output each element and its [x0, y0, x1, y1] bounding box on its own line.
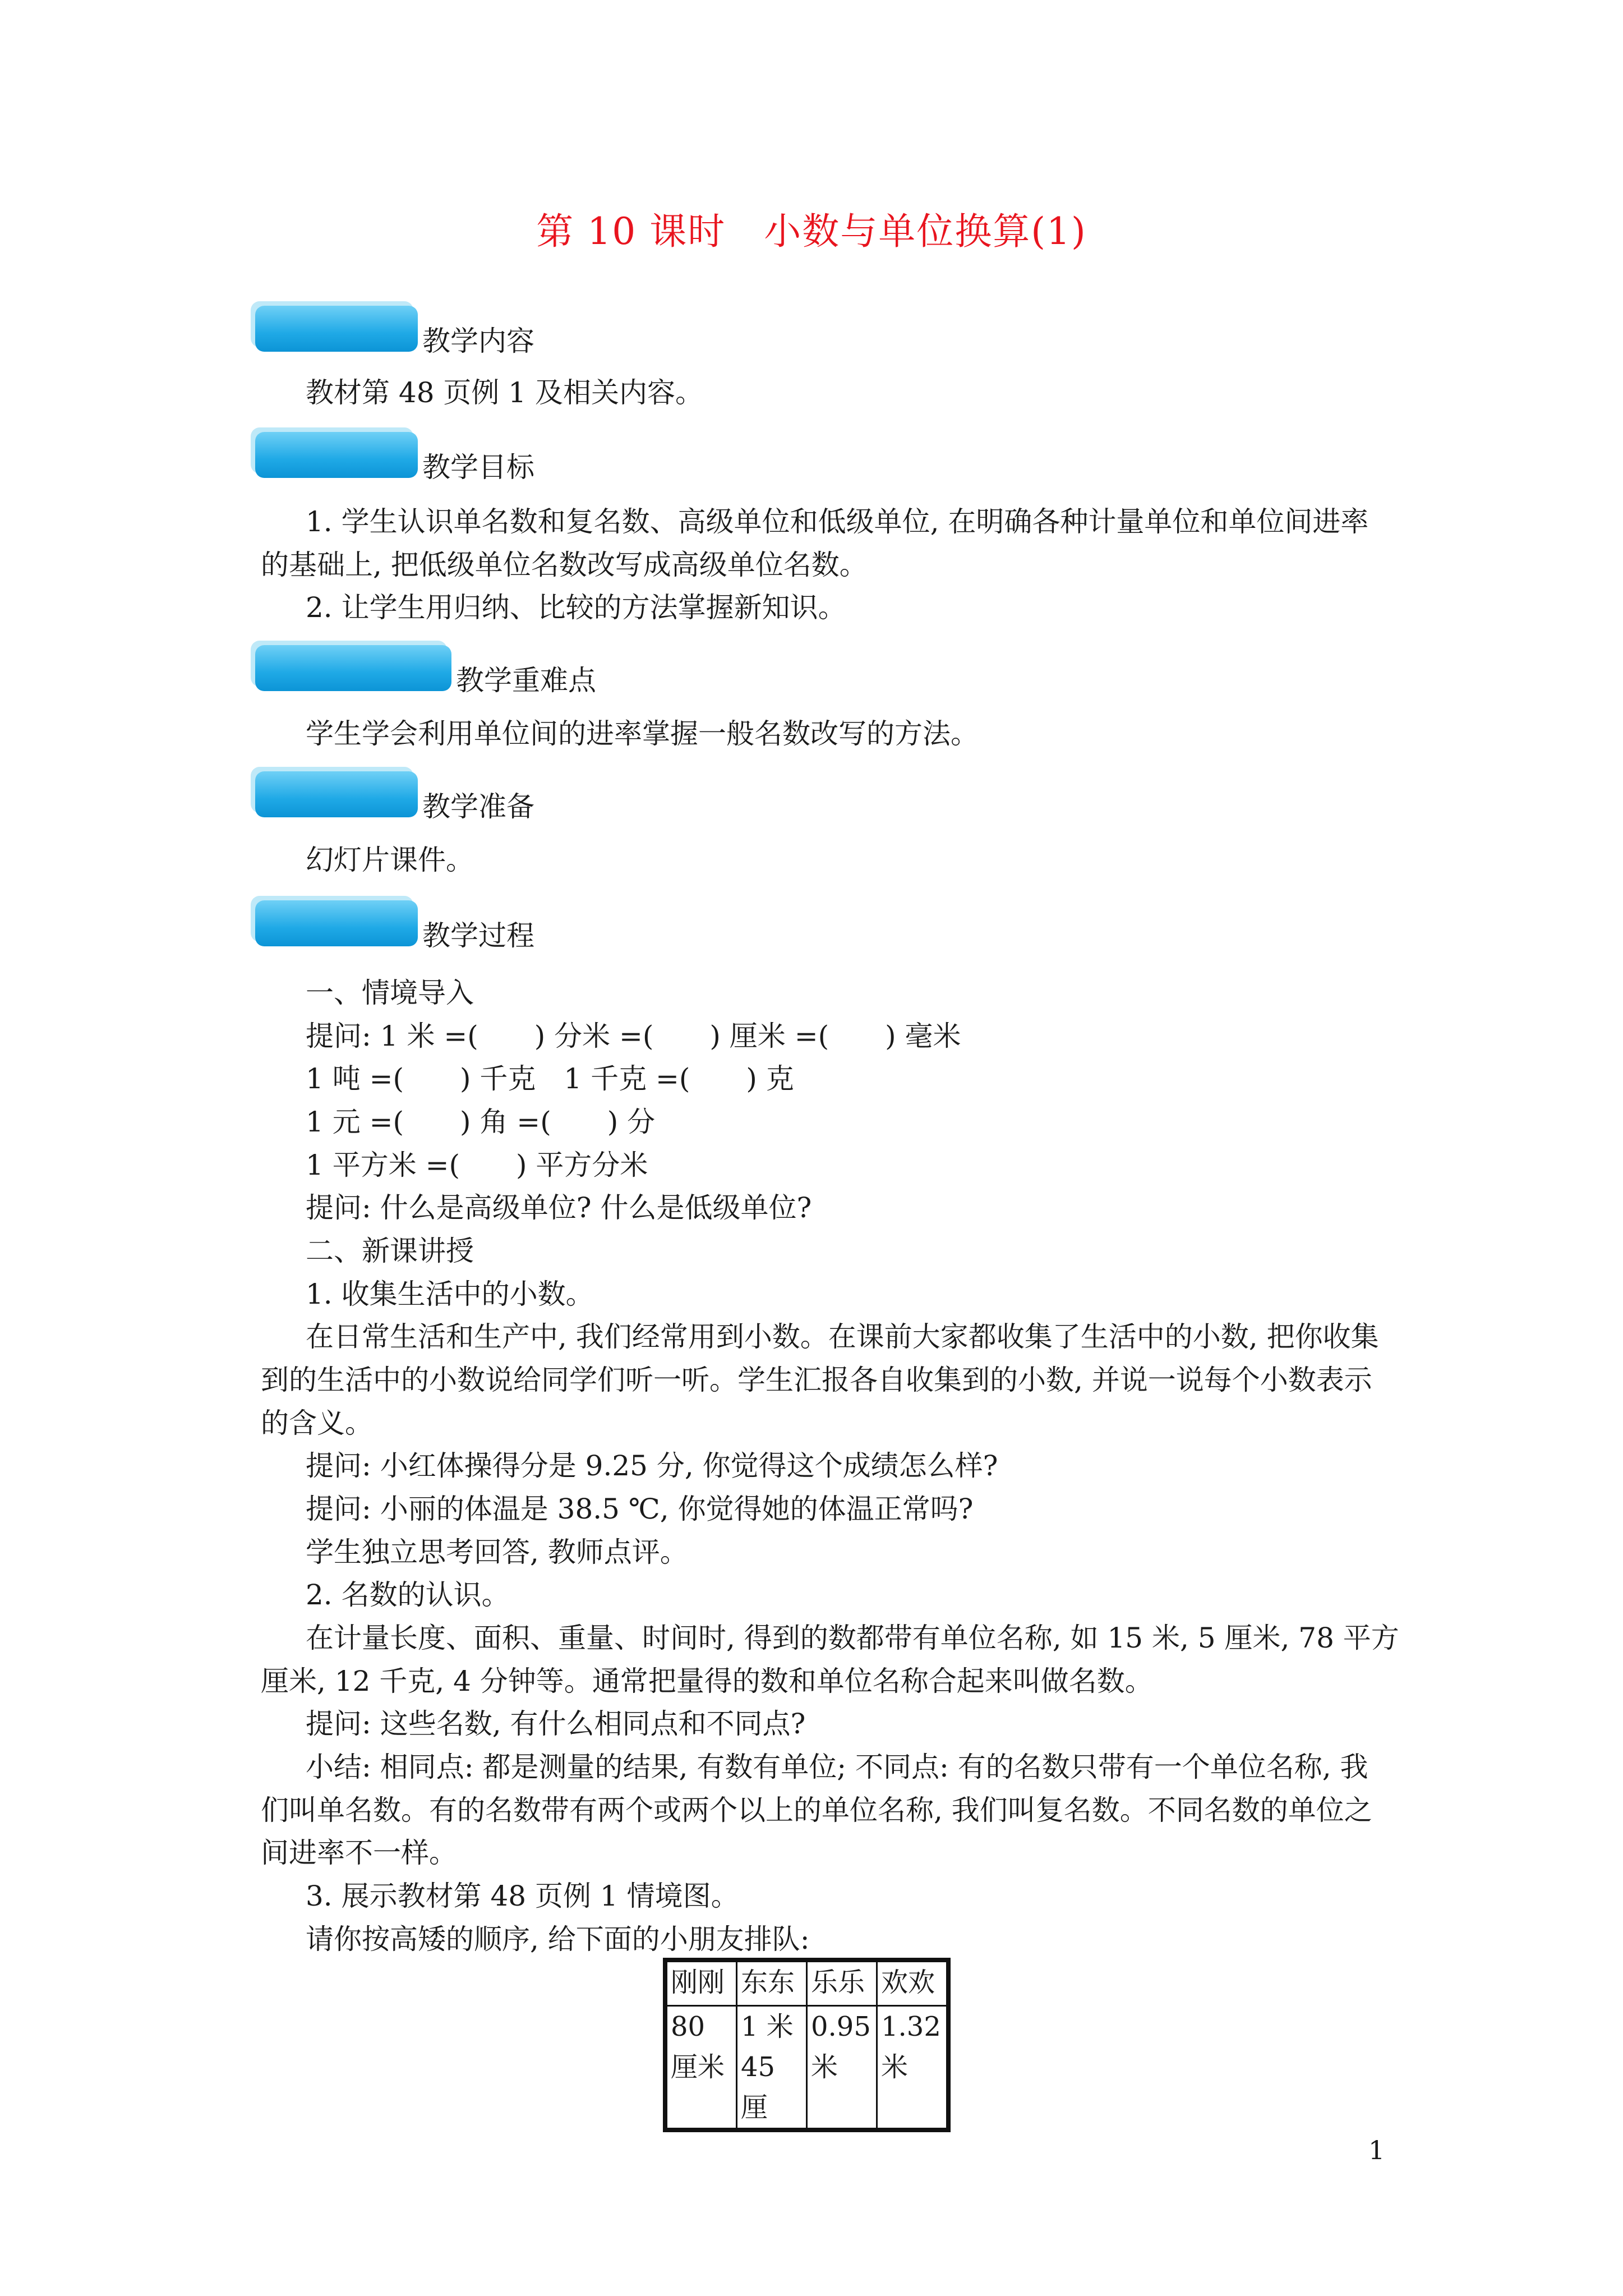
process-line: 在计量长度、面积、重量、时间时, 得到的数都带有单位名称, 如 15 米, 5 厘米, 78 平方 — [306, 1622, 1399, 1654]
section-label: 教学目标 — [422, 451, 534, 484]
process-line: 学生独立思考回答, 教师点评。 — [306, 1536, 688, 1568]
table-cell — [807, 2006, 877, 2131]
cell-line: 米 — [811, 2051, 838, 2083]
section-badge — [255, 771, 418, 817]
process-line: 2. 名数的认识。 — [306, 1579, 510, 1611]
table-header-cell: 东东 — [737, 1960, 807, 2006]
section-header-content — [255, 306, 760, 362]
section-badge — [255, 900, 418, 946]
process-line: 1 元 =( ) 角 =( ) 分 — [306, 1106, 656, 1138]
process-line: 一、情境导入 — [306, 977, 474, 1009]
section-header-prep — [255, 771, 760, 827]
height-ranking-table — [663, 1958, 951, 2132]
table-cell — [665, 2006, 737, 2131]
process-line: 间进率不一样。 — [261, 1837, 457, 1869]
cell-line: 厘米 — [671, 2051, 725, 2083]
page-title: 第 10 课时 小数与单位换算(1) — [536, 210, 1087, 253]
difficulty-text: 学生学会利用单位间的进率掌握一般名数改写的方法。 — [306, 717, 979, 750]
section-badge — [255, 306, 418, 352]
cell-line: 0.95 — [811, 2011, 871, 2042]
process-line: 提问: 小丽的体温是 38.5 ℃, 你觉得她的体温正常吗? — [306, 1493, 974, 1525]
goal-item-1-cont: 的基础上, 把低级单位名数改写成高级单位名数。 — [261, 549, 868, 581]
section-header-goals — [255, 432, 760, 488]
section-header-difficulty — [255, 645, 760, 701]
table-cell — [737, 2006, 807, 2131]
goal-item-1: 1. 学生认识单名数和复名数、高级单位和低级单位, 在明确各种计量单位和单位间进率 — [306, 505, 1369, 538]
process-line: 提问: 什么是高级单位? 什么是低级单位? — [306, 1191, 812, 1224]
cell-line: 米 — [881, 2051, 909, 2083]
table-header-cell: 欢欢 — [877, 1960, 949, 2006]
process-line: 提问: 小红体操得分是 9.25 分, 你觉得这个成绩怎么样? — [306, 1450, 998, 1482]
table-header-cell: 乐乐 — [807, 1960, 877, 2006]
cell-line: 80 — [671, 2011, 706, 2042]
process-line: 到的生活中的小数说给同学们听一听。学生汇报各自收集到的小数, 并说一说每个小数表示 — [261, 1364, 1372, 1396]
cell-line: 45 厘 — [741, 2051, 776, 2123]
process-line: 请你按高矮的顺序, 给下面的小朋友排队: — [306, 1923, 810, 1955]
section-label: 教学重难点 — [456, 664, 596, 697]
process-line: 小结: 相同点: 都是测量的结果, 有数有单位; 不同点: 有的名数只带有一个单位名称, 我 — [306, 1751, 1368, 1783]
section-label: 教学内容 — [422, 325, 534, 357]
page-number: 1 — [1368, 2135, 1385, 2165]
process-line: 提问: 这些名数, 有什么相同点和不同点? — [306, 1708, 806, 1740]
process-line: 厘米, 12 千克, 4 分钟等。通常把量得的数和单位名称合起来叫做名数。 — [261, 1665, 1153, 1697]
table-header-cell: 刚刚 — [665, 1960, 737, 2006]
process-line: 们叫单名数。有的名数带有两个或两个以上的单位名称, 我们叫复名数。不同名数的单位之 — [261, 1794, 1372, 1826]
process-line: 1 吨 =( ) 千克 1 千克 =( ) 克 — [306, 1062, 794, 1095]
cell-line: 1 米 — [741, 2011, 794, 2042]
table-row — [665, 2006, 948, 2131]
table-cell — [877, 2006, 949, 2131]
cell-line: 1.32 — [881, 2011, 941, 2042]
process-line: 在日常生活和生产中, 我们经常用到小数。在课前大家都收集了生活中的小数, 把你收集 — [306, 1320, 1379, 1353]
section-badge — [255, 432, 418, 478]
process-line: 3. 展示教材第 48 页例 1 情境图。 — [306, 1880, 739, 1912]
process-line: 二、新课讲授 — [306, 1235, 474, 1267]
prep-text: 幻灯片课件。 — [306, 844, 474, 876]
section-badge — [255, 645, 451, 691]
section-label: 教学过程 — [422, 919, 534, 952]
process-line: 提问: 1 米 =( ) 分米 =( ) 厘米 =( ) 毫米 — [306, 1020, 961, 1052]
goal-item-2: 2. 让学生用归纳、比较的方法掌握新知识。 — [306, 591, 846, 624]
process-line: 1. 收集生活中的小数。 — [306, 1278, 594, 1310]
content-text: 教材第 48 页例 1 及相关内容。 — [306, 376, 704, 409]
process-line: 的含义。 — [261, 1407, 373, 1439]
table-header-row — [665, 1960, 948, 2006]
section-header-process — [255, 900, 760, 956]
process-line: 1 平方米 =( ) 平方分米 — [306, 1149, 648, 1181]
section-label: 教学准备 — [422, 790, 534, 823]
